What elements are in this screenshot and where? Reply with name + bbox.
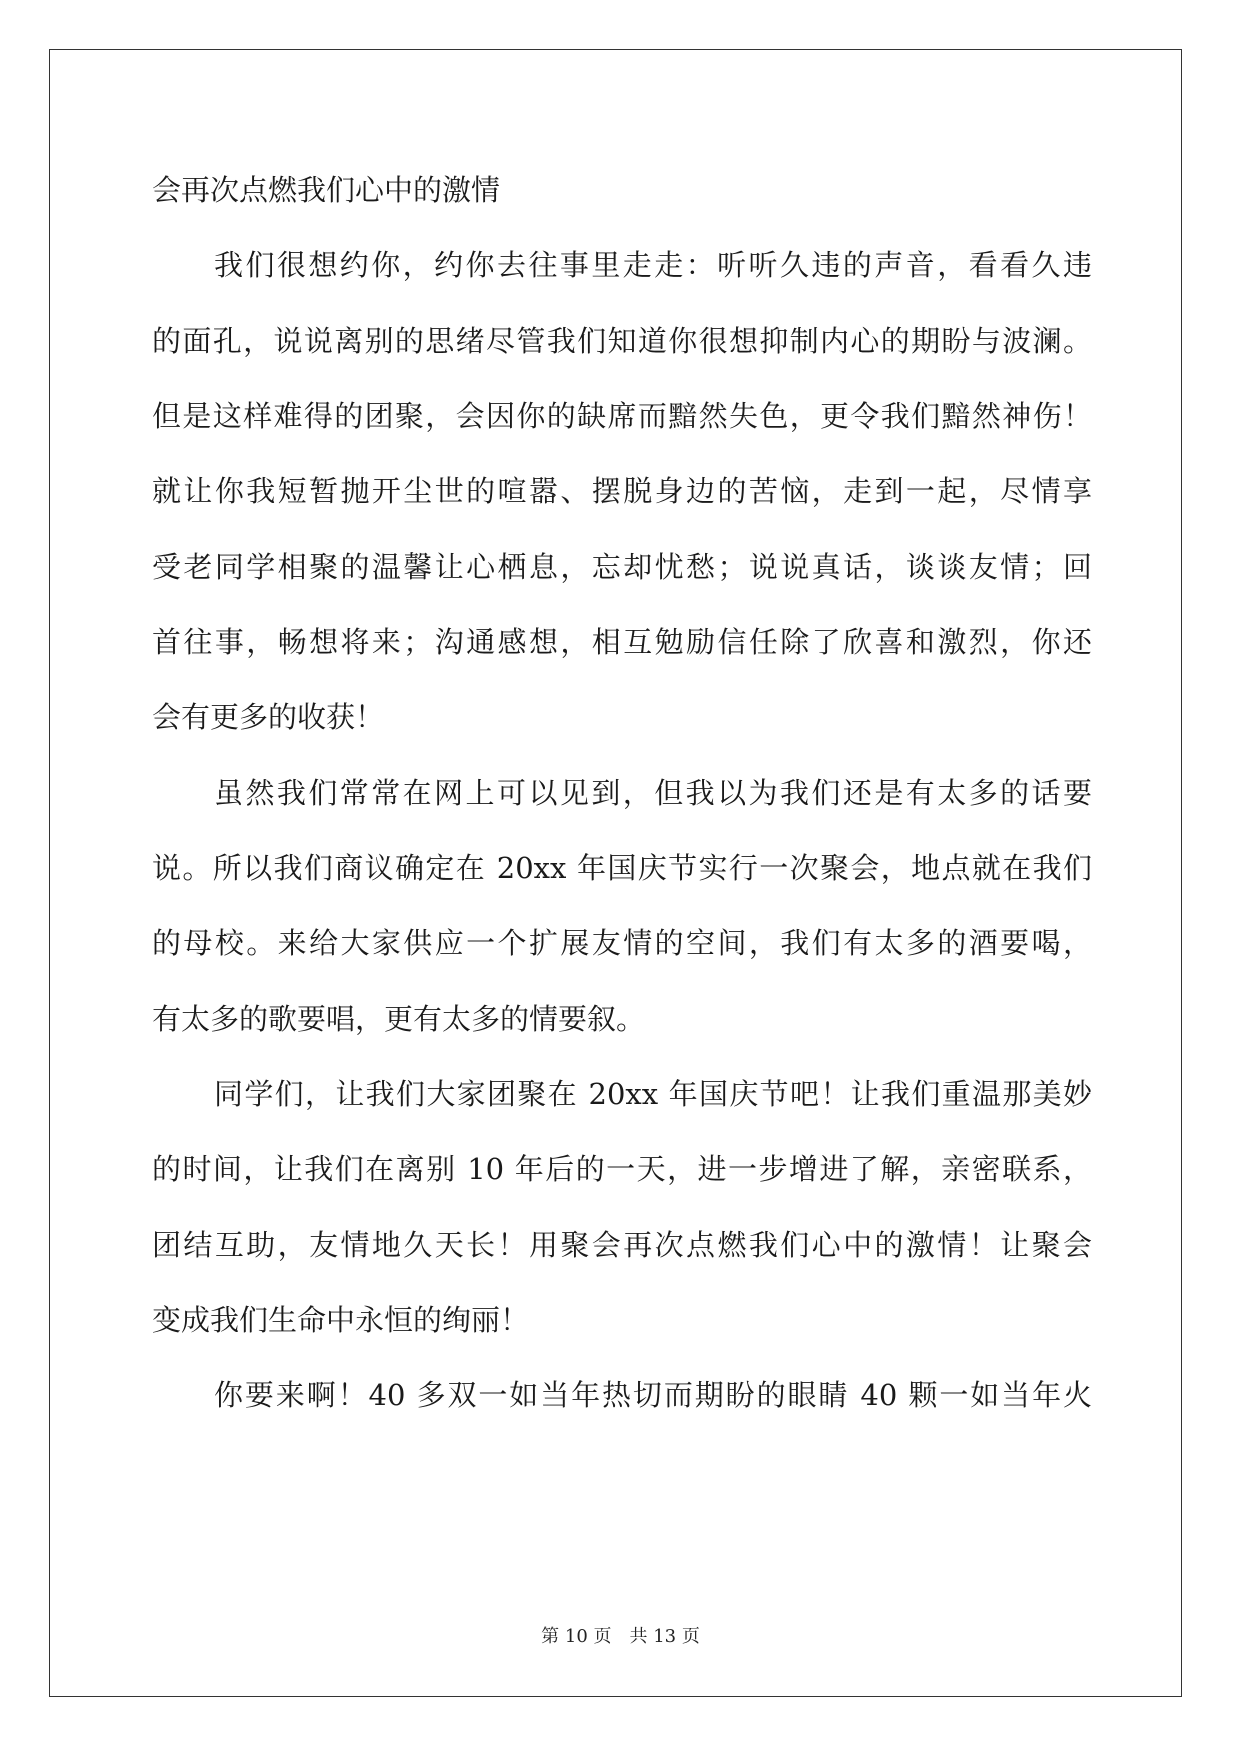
text-line: 的母校。来给大家供应一个扩展友情的空间，我们有太多的酒要喝， <box>152 926 1092 960</box>
text-line: 但是这样难得的团聚，会因你的缺席而黯然失色，更令我们黯然神伤！ <box>152 399 1092 433</box>
page-number-footer: 第 10 页 共 13 页 <box>541 1626 700 1647</box>
text-line: 说。所以我们商议确定在 20xx 年国庆节实行一次聚会，地点就在我们 <box>152 851 1092 885</box>
text-line: 同学们，让我们大家团聚在 20xx 年国庆节吧！让我们重温那美妙 <box>214 1077 1092 1111</box>
text-line: 的面孔，说说离别的思绪尽管我们知道你很想抑制内心的期盼与波澜。 <box>152 324 1092 358</box>
text-line: 首往事，畅想将来；沟通感想，相互勉励信任除了欣喜和激烈，你还 <box>152 625 1092 659</box>
text-line: 虽然我们常常在网上可以见到，但我以为我们还是有太多的话要 <box>214 776 1092 810</box>
text-line: 我们很想约你，约你去往事里走走：听听久违的声音，看看久违 <box>214 248 1092 282</box>
text-line: 你要来啊！40 多双一如当年热切而期盼的眼睛 40 颗一如当年火 <box>214 1378 1092 1412</box>
text-line: 有太多的歌要唱，更有太多的情要叙。 <box>152 1002 646 1036</box>
text-line: 就让你我短暂抛开尘世的喧嚣、摆脱身边的苦恼，走到一起，尽情享 <box>152 474 1092 508</box>
text-line: 变成我们生命中永恒的绚丽！ <box>152 1303 530 1337</box>
text-line: 的时间，让我们在离别 10 年后的一天，进一步增进了解，亲密联系， <box>152 1152 1092 1186</box>
text-line: 团结互助，友情地久天长！用聚会再次点燃我们心中的激情！让聚会 <box>152 1228 1092 1262</box>
text-line: 会再次点燃我们心中的激情 <box>152 173 501 207</box>
text-line: 受老同学相聚的温馨让心栖息，忘却忧愁；说说真话，谈谈友情；回 <box>152 550 1092 584</box>
text-line: 会有更多的收获！ <box>152 700 385 734</box>
